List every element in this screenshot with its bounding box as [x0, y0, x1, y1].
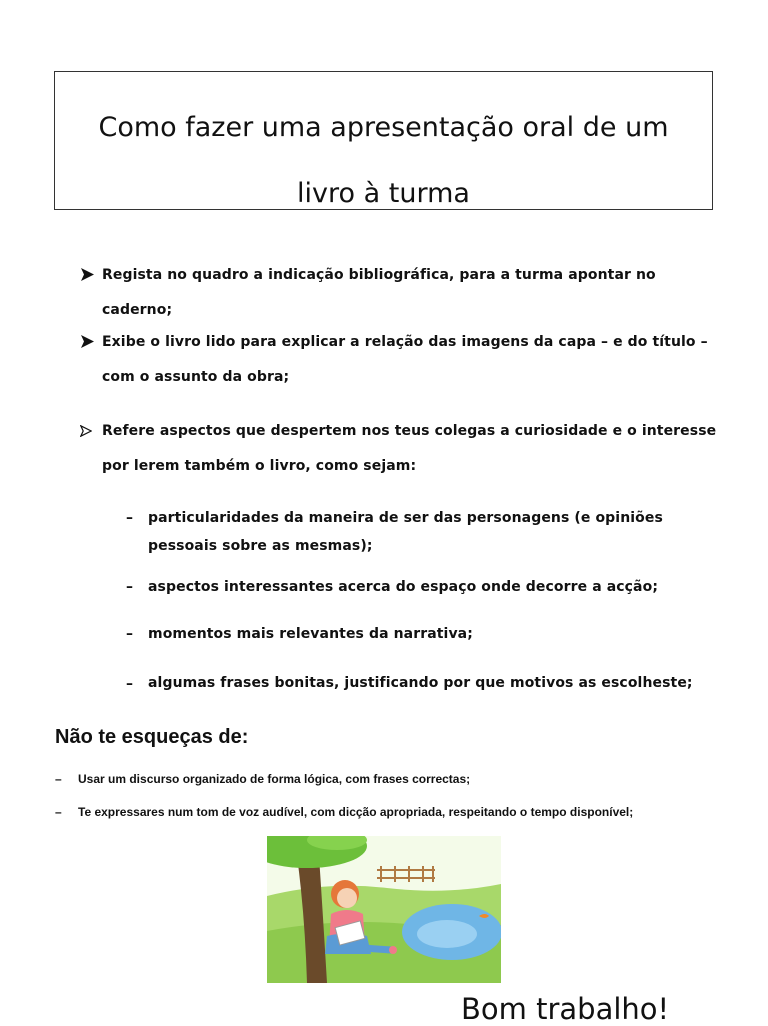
- sub-item-text-1: particularidades da maneira de ser das personagens (e opiniões pessoais sobre as mesmas);: [148, 510, 663, 554]
- dash-marker: –: [55, 772, 62, 786]
- reminder-item-2: Te expressares num tom de voz audível, com dicção apropriada, respeitando o tempo disponível;: [78, 805, 634, 819]
- arrowhead-bullet-icon: [80, 334, 95, 349]
- closing-text: Bom trabalho!: [461, 992, 670, 1026]
- dash-marker: –: [126, 676, 133, 692]
- dash-marker: –: [126, 510, 133, 526]
- sub-item-text-2: aspectos interessantes acerca do espaço onde decorre a acção;: [148, 579, 659, 595]
- bullet-text-1: Regista no quadro a indicação bibliográfica, para a turma apontar no caderno;: [102, 267, 656, 318]
- title-line-1: Como fazer uma apresentação oral de um: [98, 112, 669, 143]
- title-box: [54, 71, 713, 210]
- reminder-heading: Não te esqueças de:: [55, 726, 249, 748]
- bullet-text-2: Exibe o livro lido para explicar a relação das imagens da capa – e do título – com o assunto da obra;: [102, 334, 708, 385]
- sub-item-text-4: algumas frases bonitas, justificando por que motivos as escolheste;: [148, 675, 693, 691]
- sub-item-text-3: momentos mais relevantes da narrativa;: [148, 626, 473, 642]
- dash-marker: –: [55, 805, 62, 819]
- dash-marker: –: [126, 626, 133, 642]
- reminder-item-1: Usar um discurso organizado de forma lógica, com frases correctas;: [78, 772, 471, 786]
- dash-marker: –: [126, 579, 133, 595]
- title-line-2: livro à turma: [297, 178, 470, 209]
- child-reading-under-tree-illustration: [267, 836, 501, 983]
- bullet-text-3: Refere aspectos que despertem nos teus colegas a curiosidade e o interesse por lerem também o livro, como sejam:: [102, 423, 717, 474]
- arrowhead-bullet-icon: [80, 267, 95, 282]
- arrowhead-bullet-icon: [80, 425, 92, 437]
